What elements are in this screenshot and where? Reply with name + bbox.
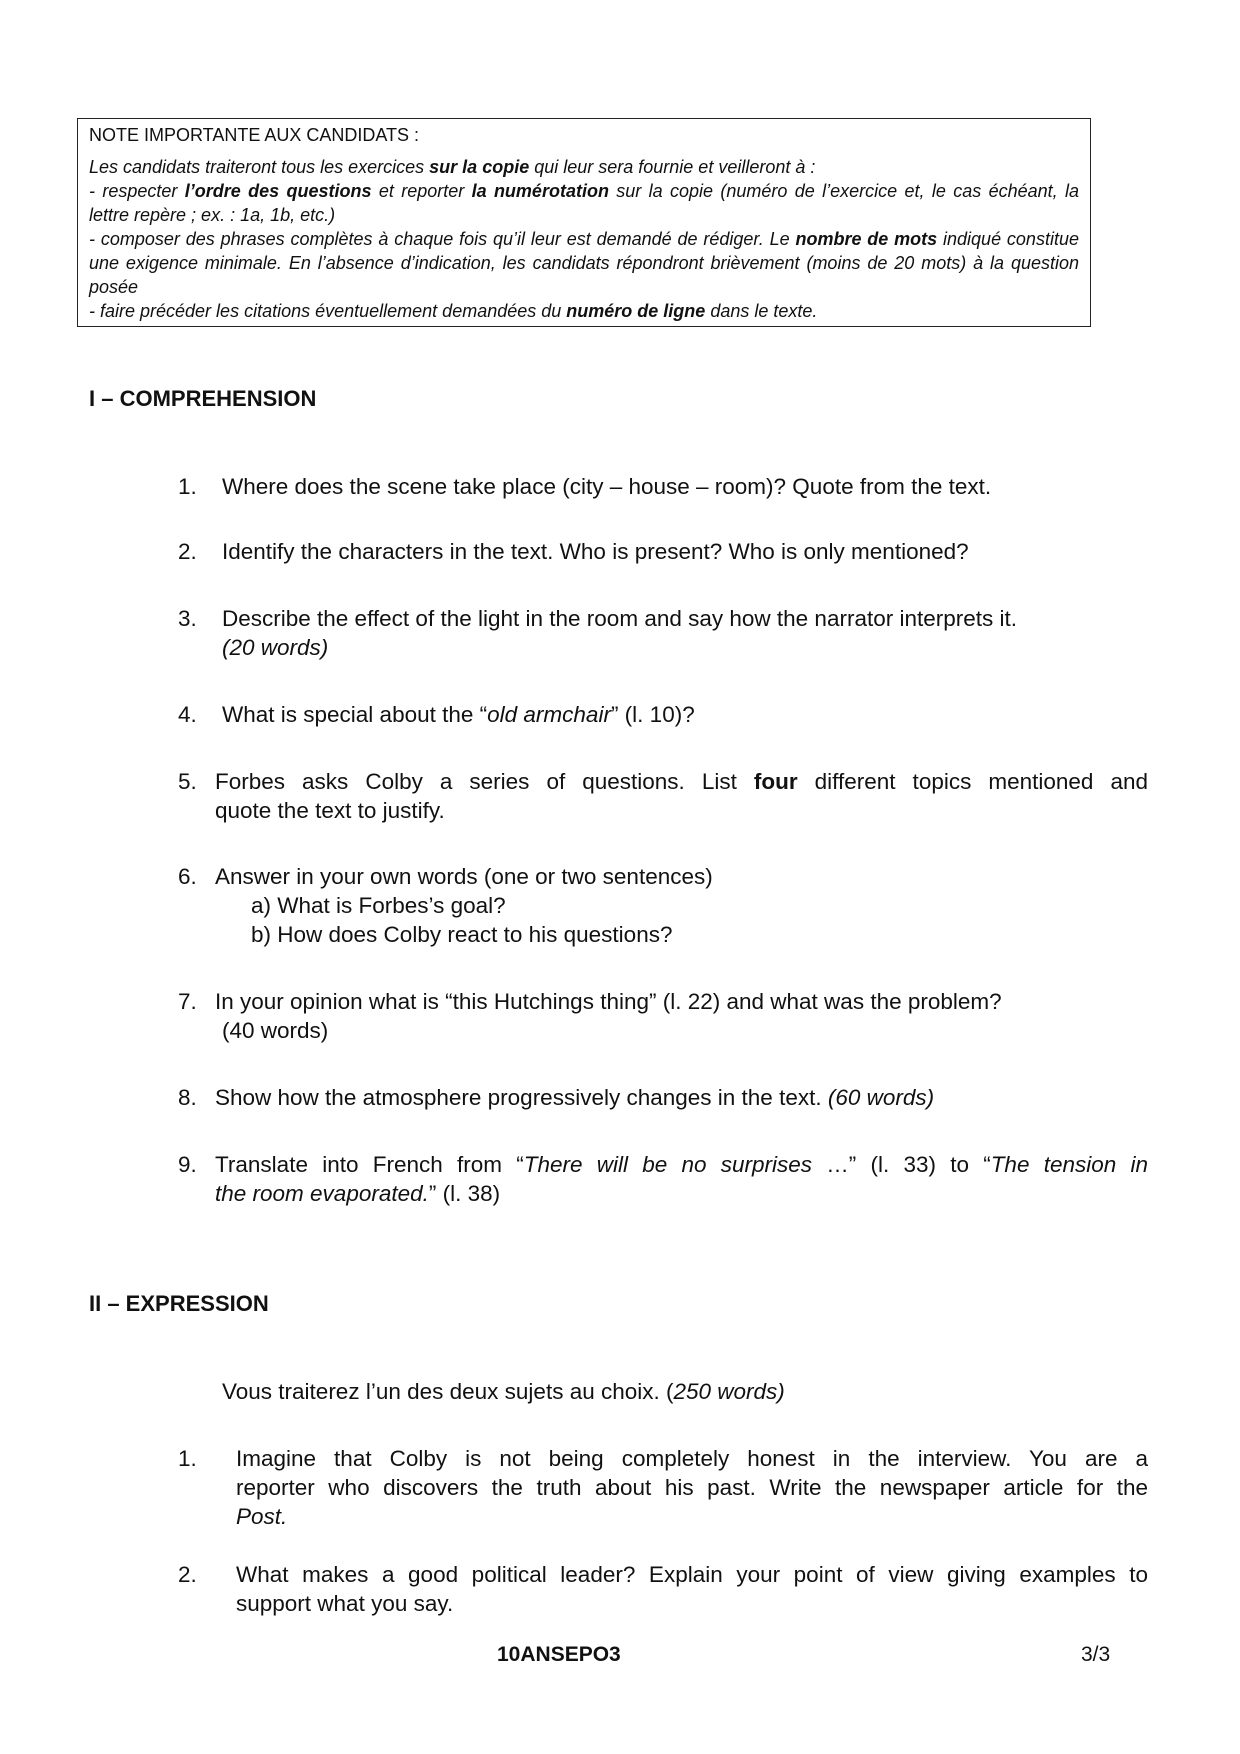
question-text: Identify the characters in the text. Who is present? Who is only mentioned?: [222, 539, 969, 564]
question-text: In your opinion what is “this Hutchings thing” (l. 22) and what was the problem? (40 words): [215, 987, 1138, 1045]
notice-title: NOTE IMPORTANTE AUX CANDIDATS :: [89, 125, 420, 145]
subject-text: Imagine that Colby is not being completely honest in the interview. You are a reporter who discovers the truth about his past. Write the newspaper article for the Post.: [236, 1446, 1148, 1529]
question-number: 1.: [178, 474, 197, 499]
question-number: 4.: [178, 702, 197, 727]
subject-text: What makes a good political leader? Explain your point of view giving examples to support what you say.: [236, 1562, 1148, 1616]
question-text: What is special about the “old armchair” (l. 10)?: [222, 702, 695, 727]
sub-question-b: b) How does Colby react to his questions?: [251, 922, 673, 947]
question-text: Describe the effect of the light in the room and say how the narrator interprets it. (20 words): [222, 604, 1138, 662]
question-text: Forbes asks Colby a series of questions. List four different topics mentioned and quote the text to justify.: [215, 769, 1148, 823]
question-number: 2.: [178, 539, 197, 564]
notice-line-2: - respecter l’ordre des questions et reporter la numérotation sur la copie (numéro de l’exercice et, le cas échéant, la lettre repère ; ex. : 1a, 1b, etc.): [89, 181, 1079, 225]
question-text: Show how the atmosphere progressively changes in the text. (60 words): [215, 1085, 935, 1110]
page-number: 3/3: [1081, 1643, 1111, 1666]
word-count: (20 words): [222, 635, 329, 660]
exam-code: 10ANSEPO3: [497, 1643, 621, 1666]
question-number: 6.: [178, 864, 197, 889]
notice-line-4: - faire précéder les citations éventuellement demandées du numéro de ligne dans le texte.: [89, 301, 818, 321]
notice-line-3: - composer des phrases complètes à chaque fois qu’il leur est demandé de rédiger. Le nombre de mots indiqué constitue une exigence minimale. En l’absence d’indication, les candidats répondront brièvement (moins de 20 mots) à la question posée: [89, 229, 1079, 297]
sub-question-a: a) What is Forbes’s goal?: [251, 893, 506, 918]
expression-heading: II – EXPRESSION: [89, 1291, 269, 1316]
word-count: (40 words): [222, 1018, 329, 1043]
question-number: 5.: [178, 769, 197, 794]
question-number: 3.: [178, 606, 197, 631]
question-number: 8.: [178, 1085, 197, 1110]
question-text: Where does the scene take place (city – house – room)? Quote from the text.: [222, 474, 992, 499]
comprehension-heading: I – COMPREHENSION: [89, 386, 317, 411]
subject-number: 1.: [178, 1446, 197, 1471]
expression-instructions: Vous traiterez l’un des deux sujets au choix. (250 words): [222, 1379, 785, 1404]
notice-line-1: Les candidats traiteront tous les exercices sur la copie qui leur sera fournie et veilleront à :: [89, 157, 816, 177]
subject-number: 2.: [178, 1562, 197, 1587]
candidate-notice-box: [77, 118, 1091, 327]
question-text: Translate into French from “There will be no surprises …” (l. 33) to “The tension in the room evaporated.” (l. 38): [215, 1152, 1148, 1206]
question-number: 7.: [178, 989, 197, 1014]
question-text: Answer in your own words (one or two sentences) a) What is Forbes’s goal? b) How does Colby react to his questions?: [215, 862, 1138, 949]
question-number: 9.: [178, 1152, 197, 1177]
